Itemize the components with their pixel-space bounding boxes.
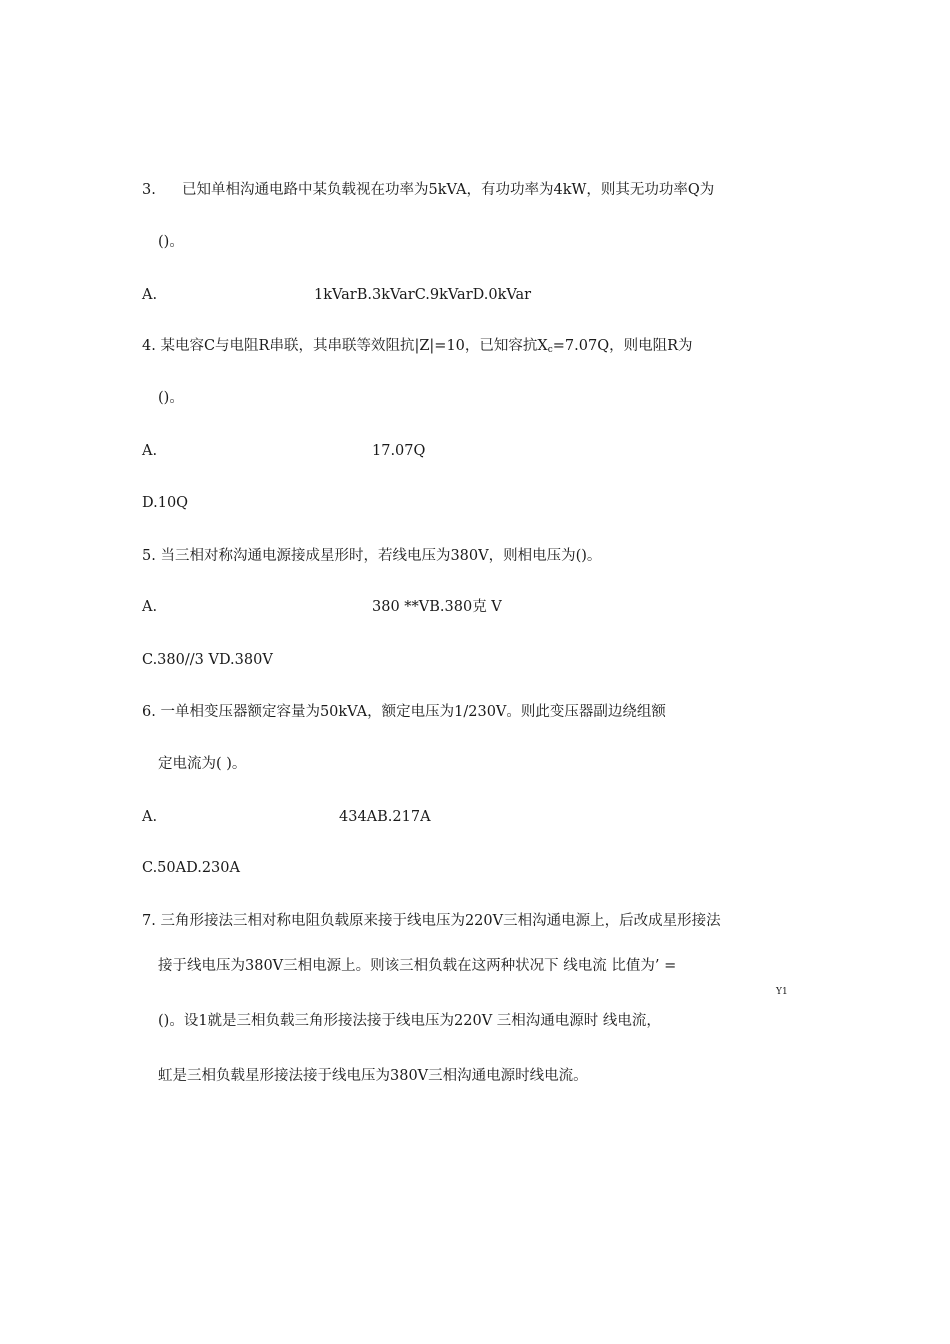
- q3-option-label: A.: [142, 287, 158, 303]
- q4-option-d: D.10Q: [142, 495, 189, 511]
- q4-blank: ()。: [158, 390, 184, 406]
- q3-number: 3.: [142, 182, 156, 198]
- q6-stem: 6. 一单相变压器额定容量为50kVA，额定电压为1/230V。则此变压器副边绕组额: [142, 704, 666, 720]
- q5-option-c: C.380//3 VD.380V: [142, 652, 273, 668]
- q5-option-a-label: A.: [142, 599, 158, 615]
- q4-option-a-label: A.: [142, 443, 158, 459]
- q4-stem-part2: =7.07Q，则电阻R为: [552, 338, 693, 354]
- q7-line3: ()。设1就是三相负载三角形接法接于线电压为220V 三相沟通电源时 线电流，: [158, 1013, 661, 1029]
- q7-line1: 7. 三角形接法三相对称电阻负载原来接于线电压为220V三相沟通电源上，后改成星形接法: [142, 913, 721, 929]
- q4-stem-subscript: c: [547, 345, 553, 355]
- q3-blank: ()。: [158, 234, 184, 250]
- q5-stem: 5. 当三相对称沟通电源接成星形时，若线电压为380V，则相电压为()。: [142, 548, 602, 564]
- q6-option-a: 434AB.217A: [339, 809, 431, 825]
- q4-stem: [142, 337, 693, 359]
- q6-option-c: C.50AD.230A: [142, 860, 240, 876]
- q3-stem: 已知单相沟通电路中某负载视在功率为5kVA，有功功率为4kW，则其无功功率Q为: [182, 182, 715, 198]
- q6-stem-cont: 定电流为( )。: [158, 756, 247, 772]
- q3-options: 1kVarB.3kVarC.9kVarD.0kVar: [314, 287, 532, 303]
- q6-option-a-label: A.: [142, 809, 158, 825]
- q5-option-a: 380 **VB.380克 V: [372, 599, 502, 615]
- q7-line4: 虹是三相负载星形接法接于线电压为380V三相沟通电源时线电流。: [158, 1068, 588, 1084]
- q7-line2: 接于线电压为380V三相电源上。则该三相负载在这两种状况下 线电流 比值为’ =: [158, 958, 677, 974]
- q7-note: Y1: [776, 987, 788, 997]
- q4-stem-part1: 4. 某电容C与电阻R串联，其串联等效阻抗|Z|=10，已知容抗X: [142, 338, 548, 354]
- q4-option-a: 17.07Q: [372, 443, 426, 459]
